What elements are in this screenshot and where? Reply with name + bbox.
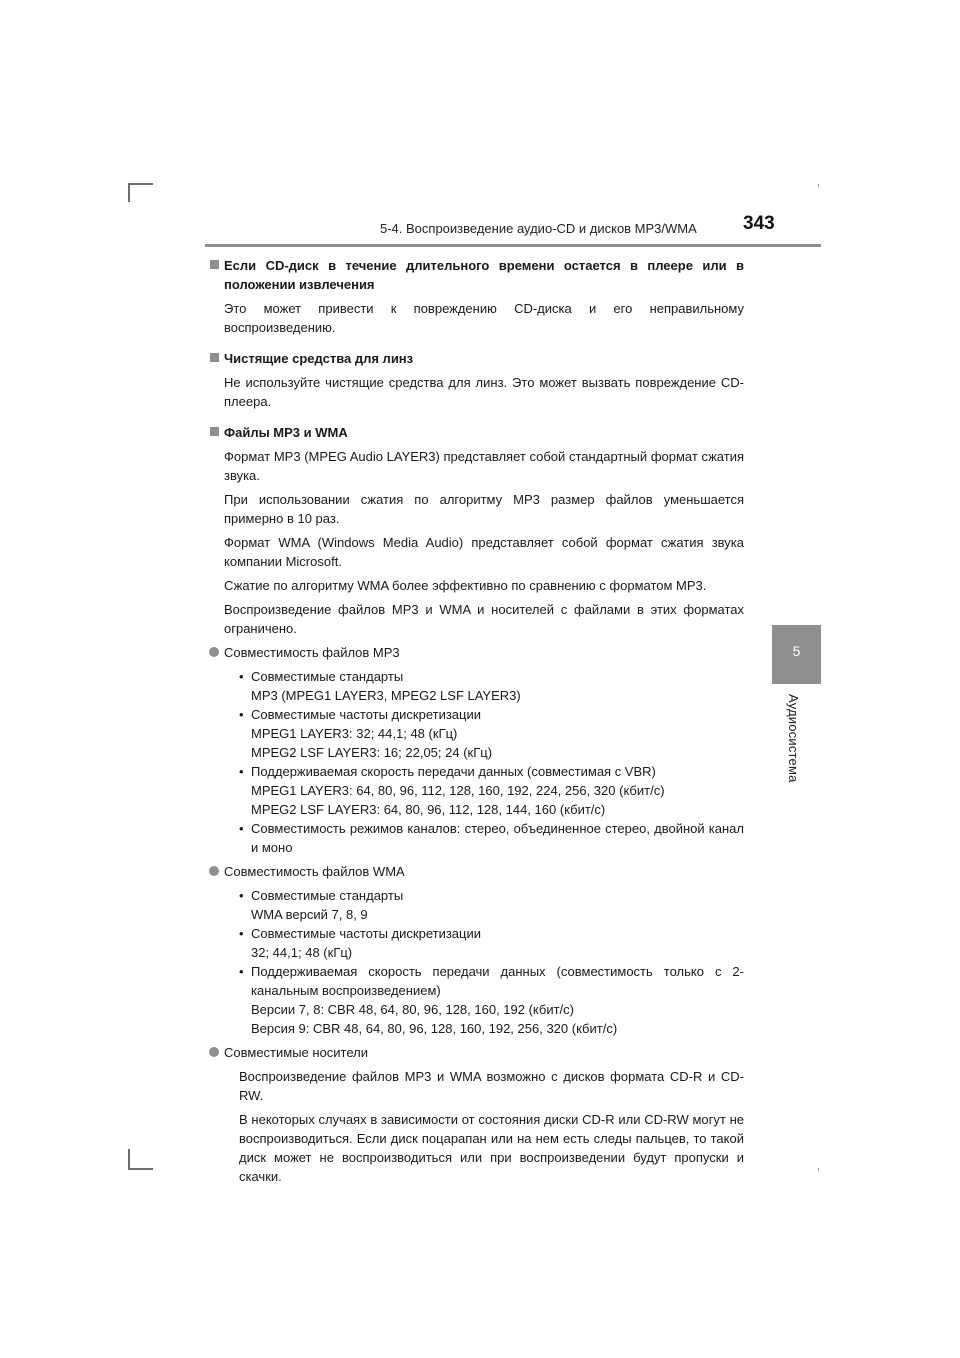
- section-heading-text: Чистящие средства для линз: [224, 351, 414, 366]
- bullet-dot: •: [239, 964, 244, 979]
- list-item-detail: MP3 (MPEG1 LAYER3, MPEG2 LSF LAYER3): [251, 688, 521, 703]
- paragraph: В некоторых случаях в зависимости от состояния диски CD-R или CD-RW могут не воспроизводиться. Если диск поцарапан или на нем есть следы пальцев, то такой диск может не воспроизводиться или при воспроизведении будут пропуски и скачки.: [239, 1112, 744, 1184]
- paragraph: Формат MP3 (MPEG Audio LAYER3) представляет собой стандартный формат сжатия звука.: [224, 449, 744, 483]
- section-heading-text: Файлы MP3 и WMA: [224, 425, 348, 440]
- square-bullet-icon: [210, 260, 219, 269]
- list-item: [209, 924, 744, 962]
- list-item: [209, 667, 744, 705]
- crop-mark-bottom-left-vertical: [128, 1149, 130, 1170]
- bullet-list: [209, 667, 744, 857]
- bullet-dot: •: [239, 669, 244, 684]
- list-item-text: Совместимость режимов каналов: стерео, объединенное стерео, двойной канал и моно: [251, 821, 744, 855]
- paragraph: Сжатие по алгоритму WMA более эффективно по сравнению с форматом MP3.: [224, 578, 707, 593]
- section-heading: [209, 256, 744, 294]
- section-heading: [209, 423, 744, 442]
- list-item: [209, 705, 744, 762]
- chapter-tab-number: 5: [792, 643, 801, 659]
- subsection-heading-text: Совместимость файлов MP3: [224, 645, 400, 660]
- list-item: [209, 962, 744, 1038]
- circle-bullet-icon: [209, 647, 219, 657]
- bullet-dot: •: [239, 707, 244, 722]
- circle-bullet-icon: [209, 866, 219, 876]
- chapter-side-label: Аудиосистема: [786, 694, 801, 783]
- bullet-dot: •: [239, 926, 244, 941]
- list-item-text: Совместимые стандарты: [251, 669, 404, 684]
- crop-mark-bottom-left-horizontal: [128, 1168, 153, 1170]
- paragraph: Это может привести к повреждению CD-диска и его неправильному воспроизведению.: [224, 301, 744, 335]
- list-item-text: Совместимые стандарты: [251, 888, 404, 903]
- paragraph: При использовании сжатия по алгоритму MP3 размер файлов уменьшается примерно в 10 раз.: [224, 492, 744, 526]
- list-item: [209, 886, 744, 924]
- square-bullet-icon: [210, 353, 219, 362]
- square-bullet-icon: [210, 427, 219, 436]
- header-rule: [205, 244, 821, 247]
- list-item-detail: Версии 7, 8: CBR 48, 64, 80, 96, 128, 160, 192 (кбит/с): [251, 1002, 575, 1017]
- subsection-heading: [209, 643, 744, 662]
- subsection-heading: [209, 862, 744, 881]
- list-item: [209, 762, 744, 819]
- list-item-text: Совместимые частоты дискретизации: [251, 707, 481, 722]
- list-item-text: Поддерживаемая скорость передачи данных (совместимая с VBR): [251, 764, 656, 779]
- list-item-detail: Версия 9: CBR 48, 64, 80, 96, 128, 160, 192, 256, 320 (кбит/с): [251, 1021, 618, 1036]
- subsection-heading-text: Совместимость файлов WMA: [224, 864, 405, 879]
- paragraph: Воспроизведение файлов MP3 и WMA возможно с дисков формата CD-R и CD-RW.: [239, 1069, 744, 1103]
- crop-tick-bottom-right: [818, 1168, 819, 1171]
- crop-tick-top-right: [818, 184, 819, 187]
- paragraph: Формат WMA (Windows Media Audio) представляет собой формат сжатия звука компании Microsoft.: [224, 535, 744, 569]
- bullet-dot: •: [239, 888, 244, 903]
- circle-bullet-icon: [209, 1047, 219, 1057]
- subsection-heading-text: Совместимые носители: [224, 1045, 369, 1060]
- page-number: 343: [743, 213, 775, 234]
- bullet-dot: •: [239, 821, 244, 836]
- list-item-detail: MPEG1 LAYER3: 64, 80, 96, 112, 128, 160, 192, 224, 256, 320 (кбит/с): [251, 783, 665, 798]
- page-content: [209, 256, 744, 1191]
- list-item-detail: 32; 44,1; 48 (кГц): [251, 945, 353, 960]
- bullet-list: [209, 886, 744, 1038]
- section-heading: [209, 349, 744, 368]
- header-title: 5-4. Воспроизведение аудио-CD и дисков MP3/WMA: [380, 221, 697, 236]
- section-heading-text: Если CD-диск в течение длительного времени остается в плеере или в положении извлечения: [224, 258, 744, 292]
- list-item: [209, 819, 744, 857]
- chapter-tab: [772, 625, 821, 684]
- list-item-text: Совместимые частоты дискретизации: [251, 926, 481, 941]
- crop-mark-top-left-vertical: [128, 183, 130, 202]
- list-item-detail: MPEG1 LAYER3: 32; 44,1; 48 (кГц): [251, 726, 458, 741]
- list-item-detail: MPEG2 LSF LAYER3: 64, 80, 96, 112, 128, 144, 160 (кбит/с): [251, 802, 606, 817]
- paragraph: Не используйте чистящие средства для линз. Это может вызвать повреждение CD-плеера.: [224, 375, 744, 409]
- subsection-heading: [209, 1043, 744, 1062]
- list-item-text: Поддерживаемая скорость передачи данных (совместимость только с 2-канальным воспроизведением): [251, 964, 744, 998]
- bullet-dot: •: [239, 764, 244, 779]
- crop-mark-top-left-horizontal: [128, 183, 153, 185]
- paragraph: Воспроизведение файлов MP3 и WMA и носителей с файлами в этих форматах ограничено.: [224, 602, 744, 636]
- list-item-detail: MPEG2 LSF LAYER3: 16; 22,05; 24 (кГц): [251, 745, 493, 760]
- list-item-detail: WMA версий 7, 8, 9: [251, 907, 368, 922]
